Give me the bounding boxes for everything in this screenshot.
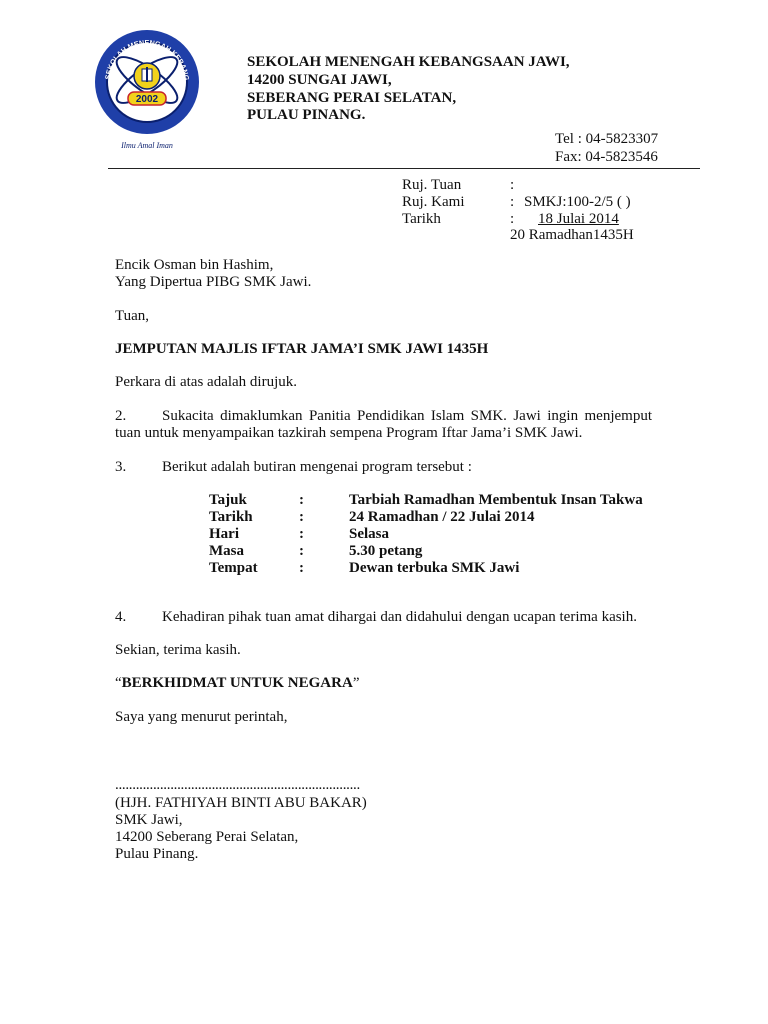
logo-motto: Ilmu Amal Iman (121, 141, 173, 150)
signoff-line: Saya yang menurut perintah, (115, 709, 288, 725)
school-address-2: SEBERANG PERAI SELATAN, (247, 90, 457, 106)
closing-line: Sekian, terima kasih. (115, 642, 241, 658)
detail-row-tajuk (209, 492, 643, 509)
detail-value: 5.30 petang (349, 543, 423, 559)
letter-subject: JEMPUTAN MAJLIS IFTAR JAMA’I SMK JAWI 1435H (115, 341, 489, 357)
paragraph-4-text: Kehadiran pihak tuan amat dihargai dan didahului dengan ucapan terima kasih. (162, 609, 637, 625)
motto-open-quote: “ (115, 675, 122, 691)
paragraph-3-text: Berikut adalah butiran mengenai program tersebut : (162, 459, 472, 475)
detail-row-masa (209, 543, 643, 560)
detail-value: Selasa (349, 526, 390, 542)
detail-value: 24 Ramadhan / 22 Julai 2014 (349, 509, 535, 525)
detail-separator: : (299, 492, 304, 508)
motto-close-quote: ” (352, 675, 360, 691)
paragraph-4-number: 4. (115, 609, 127, 625)
ref-hijri-date: 20 Ramadhan1435H (510, 227, 634, 243)
motto-line (115, 675, 359, 692)
detail-value: Tarbiah Ramadhan Membentuk Insan Takwa (349, 492, 643, 508)
school-name: SEKOLAH MENENGAH KEBANGSAAN JAWI, (247, 54, 570, 70)
recipient-name: Encik Osman bin Hashim, (115, 257, 274, 273)
signatory-name: (HJH. FATHIYAH BINTI ABU BAKAR) (115, 795, 367, 811)
detail-label: Masa (209, 543, 244, 559)
ref-kami-sep: : (510, 194, 515, 210)
detail-separator: : (299, 543, 304, 559)
ref-tuan-sep: : (510, 177, 515, 193)
paragraph-1: Perkara di atas adalah dirujuk. (115, 374, 298, 390)
ref-tarikh-label: Tarikh (402, 211, 441, 227)
ref-tuan-row (402, 177, 631, 194)
ref-kami-value: SMKJ:100-2/5 ( ) (524, 194, 631, 210)
logo-year: 2002 (135, 94, 159, 105)
signature-dots: ....................................................................... (115, 777, 360, 793)
paragraph-2-number: 2. (115, 408, 127, 424)
signatory-line-2: 14200 Seberang Perai Selatan, (115, 829, 299, 845)
ref-kami-label: Ruj. Kami (402, 194, 465, 210)
ref-tarikh-value: 18 Julai 2014 (538, 211, 619, 227)
detail-row-tarikh (209, 509, 643, 526)
school-address-1: 14200 SUNGAI JAWI, (247, 72, 392, 88)
paragraph-3-number: 3. (115, 459, 127, 475)
school-fax: Fax: 04-5823546 (555, 149, 658, 165)
school-logo (92, 20, 202, 160)
salutation: Tuan, (115, 308, 150, 324)
signatory-line-1: SMK Jawi, (115, 812, 183, 828)
signatory-line-3: Pulau Pinang. (115, 846, 199, 862)
school-address-3: PULAU PINANG. (247, 107, 366, 123)
header-divider (108, 168, 700, 169)
detail-separator: : (299, 526, 304, 542)
school-tel: Tel : 04-5823307 (555, 131, 659, 147)
paragraph-2-line-2: tuan untuk menyampaikan tazkirah sempena Program Iftar Jama’i SMK Jawi. (115, 425, 583, 441)
paragraph-2-line-1: Sukacita dimaklumkan Panitia Pendidikan Islam SMK. Jawi ingin menjemput (162, 408, 652, 424)
detail-separator: : (299, 509, 304, 525)
detail-label: Hari (209, 526, 239, 542)
ref-tarikh-row (402, 211, 631, 228)
detail-label: Tarikh (209, 509, 253, 525)
detail-label: Tajuk (209, 492, 247, 508)
detail-label: Tempat (209, 560, 258, 576)
detail-separator: : (299, 560, 304, 576)
ref-kami-row (402, 194, 631, 211)
detail-value: Dewan terbuka SMK Jawi (349, 560, 520, 576)
program-details (209, 492, 643, 577)
detail-row-hari (209, 526, 643, 543)
ref-tarikh-sep: : (510, 211, 515, 227)
ref-tuan-label: Ruj. Tuan (402, 177, 462, 193)
reference-block (402, 177, 631, 228)
detail-row-tempat (209, 560, 643, 577)
recipient-title: Yang Dipertua PIBG SMK Jawi. (115, 274, 312, 290)
motto-text: BERKHIDMAT UNTUK NEGARA (121, 675, 353, 691)
logo-ring-text: SEKOLAH MENENGAH KEBANG (103, 37, 192, 81)
